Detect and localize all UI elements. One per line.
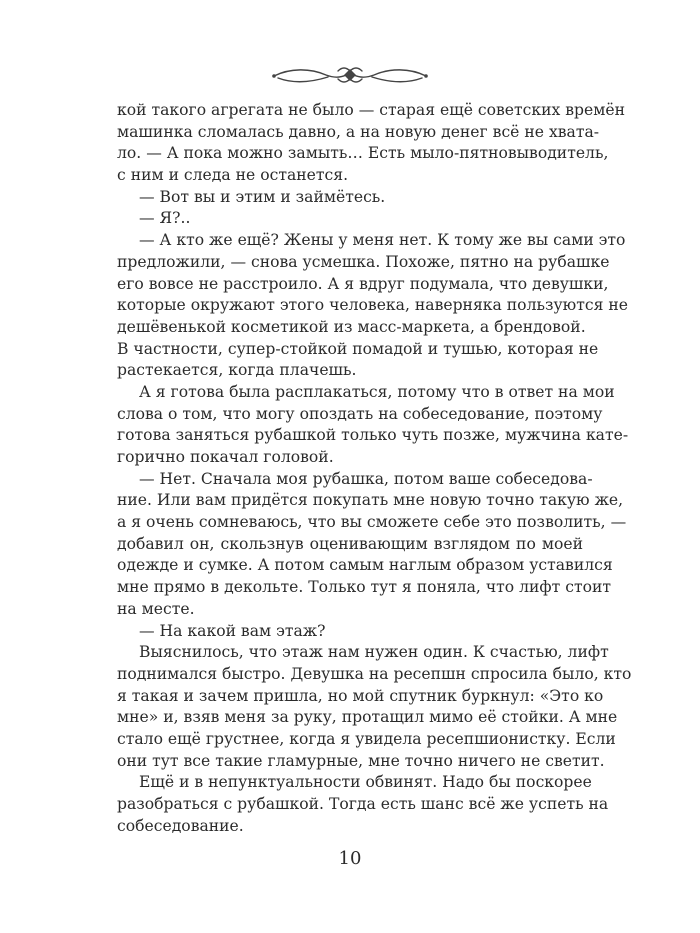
text-line: дешёвенькой косметикой из масс-маркета, а брендовой. (117, 317, 586, 336)
text-line: предложили, — снова усмешка. Похоже, пятно на рубашке (117, 252, 610, 271)
text-line: растекается, когда плачешь. (117, 361, 357, 380)
text-line: — Я?.. (139, 209, 191, 228)
text-line: горично покачал головой. (117, 448, 334, 466)
text-line: мне» и, взяв меня за руку, протащил мимо её стойки. А мне (117, 708, 618, 727)
text-line: на месте. (117, 599, 195, 618)
text-line: стало ещё грустнее, когда я увидела ресепшионистку. Если (117, 729, 616, 748)
text-line: одежде и сумке. А потом самым наглым образом уставился (117, 556, 613, 575)
text-line: я такая и зачем пришла, но мой спутник буркнул: «Это ко (117, 686, 604, 705)
text-line: Ещё и в непунктуальности обвинят. Надо бы поскорее (139, 773, 592, 792)
text-line: кой такого агрегата не было — старая ещё советских времён (117, 101, 626, 119)
text-line: слова о том, что могу опоздать на собеседование, поэтому (117, 404, 603, 423)
text-line: Выяснилось, что этаж нам нужен один. К счастью, лифт (139, 643, 609, 662)
text-line: ло. — А пока можно замыть… Есть мыло-пятновыводитель, (117, 144, 609, 163)
text-line: поднимался быстро. Девушка на ресепшн спросила было, кто (117, 664, 632, 683)
text-line: а я очень сомневаюсь, что вы сможете себе это позволить, — (117, 513, 627, 532)
text-line: В частности, супер-стойкой помадой и тушью, которая не (117, 339, 599, 358)
text-line: — Вот вы и этим и займётесь. (139, 187, 386, 206)
flourish-ornament-icon (270, 62, 430, 88)
text-line: с ним и следа не останется. (117, 166, 349, 185)
page-number: 10 (338, 848, 362, 869)
text-line: ние. Или вам придётся покупать мне новую точно такую же, (117, 491, 624, 510)
text-line: мне прямо в декольте. Только тут я поняла, что лифт стоит (117, 578, 611, 597)
text-line: машинка сломалась давно, а на новую денег всё не хвата- (117, 122, 600, 141)
text-line: добавил он, скользнув оценивающим взглядом по моей (117, 534, 583, 553)
text-line: — На какой вам этаж? (139, 621, 326, 640)
text-line: — Нет. Сначала моя рубашка, потом ваше собеседова- (139, 469, 593, 488)
body-text (117, 100, 632, 837)
text-line: его вовсе не расстроило. А я вдруг подумала, что девушки, (117, 274, 609, 293)
text-line: которые окружают этого человека, наверняка пользуются не (117, 296, 628, 315)
text-line: А я готова была расплакаться, потому что в ответ на мои (139, 382, 615, 401)
text-line: готова заняться рубашкой только чуть позже, мужчина кате- (117, 426, 629, 445)
text-line: — А кто же ещё? Жены у меня нет. К тому же вы сами это (139, 231, 626, 250)
text-line: они тут все такие гламурные, мне точно ничего не светит. (117, 751, 605, 770)
text-line: разобраться с рубашкой. Тогда есть шанс всё же успеть на (117, 795, 609, 813)
text-line: собеседование. (117, 816, 244, 835)
